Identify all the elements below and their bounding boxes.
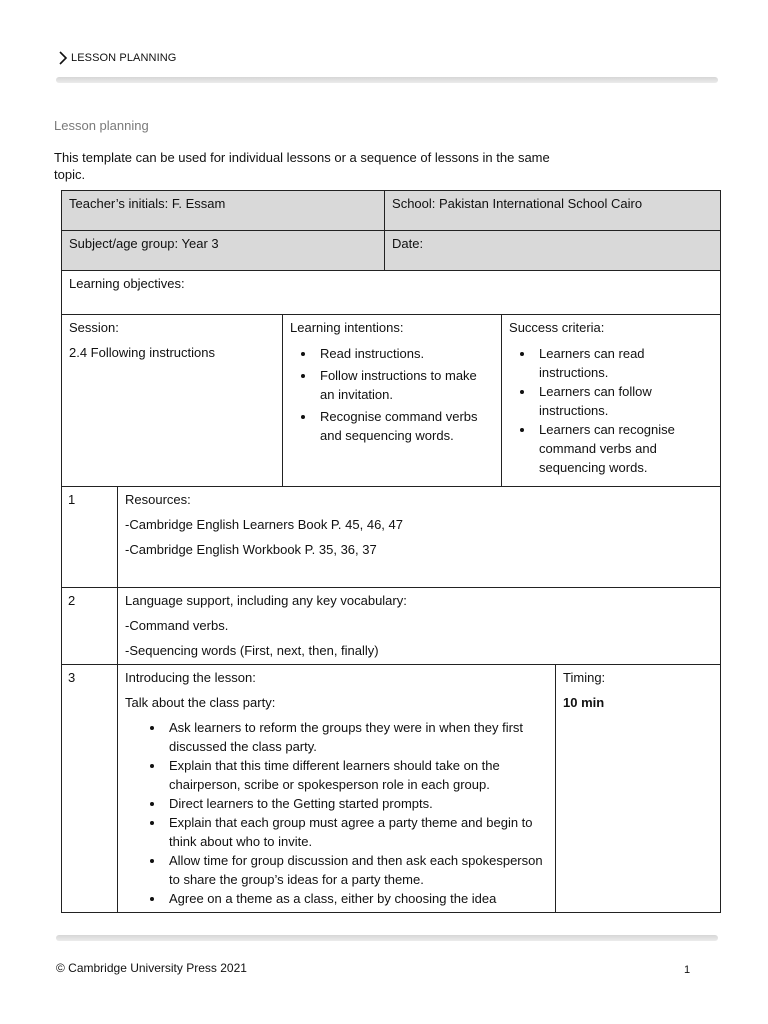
list-item: • Direct learners to the Getting started prompts. bbox=[165, 794, 548, 813]
resources-title: Resources: bbox=[125, 492, 191, 507]
running-header bbox=[58, 51, 176, 65]
section-title: Lesson planning bbox=[54, 118, 149, 133]
subject-cell: Subject/age group: Year 3 bbox=[62, 231, 385, 271]
language-line: -Sequencing words (First, next, then, finally) bbox=[125, 643, 379, 658]
list-item: • Follow instructions to make an invitation. bbox=[316, 366, 494, 404]
introduction-title: Introducing the lesson: bbox=[125, 670, 256, 685]
row-number: 2 bbox=[62, 588, 118, 665]
session-label: Session: bbox=[69, 320, 119, 335]
language-line: -Command verbs. bbox=[125, 618, 229, 633]
list-item: • Learners can read instructions. bbox=[535, 344, 713, 382]
chevron-right-icon bbox=[58, 51, 68, 65]
header-divider bbox=[56, 77, 718, 83]
list-item: • Learners can follow instructions. bbox=[535, 382, 713, 420]
resource-line: -Cambridge English Learners Book P. 45, 46, 47 bbox=[125, 517, 403, 532]
list-item: • Learners can recognise command verbs and sequencing words. bbox=[535, 420, 713, 477]
intentions-label: Learning intentions: bbox=[290, 320, 404, 335]
list-item: • Ask learners to reform the groups they were in when they first discussed the class party. bbox=[165, 718, 548, 756]
list-item: • Agree on a theme as a class, either by choosing the idea bbox=[165, 889, 548, 908]
criteria-cell bbox=[502, 315, 721, 487]
intentions-cell bbox=[283, 315, 502, 487]
introduction-cell bbox=[118, 665, 556, 913]
language-support-cell bbox=[118, 588, 721, 665]
list-item: • Recognise command verbs and sequencing words. bbox=[316, 407, 494, 445]
page-number: 1 bbox=[684, 964, 691, 976]
session-value: 2.4 Following instructions bbox=[69, 345, 215, 360]
lesson-plan-table bbox=[61, 190, 721, 913]
session-cell bbox=[62, 315, 283, 487]
intro-text: This template can be used for individual lessons or a sequence of lessons in the same topic. bbox=[54, 150, 550, 182]
timing-value: 10 min bbox=[563, 695, 605, 710]
timing-cell bbox=[556, 665, 721, 913]
list-item: • Explain that this time different learners should take on the chairperson, scribe or spokesperson role in each group. bbox=[165, 756, 548, 794]
date-cell: Date: bbox=[385, 231, 721, 271]
resources-cell bbox=[118, 487, 721, 588]
footer-divider bbox=[56, 935, 718, 941]
header-label: LESSON PLANNING bbox=[71, 52, 177, 64]
copyright: © Cambridge University Press 2021 bbox=[56, 961, 247, 975]
language-title: Language support, including any key vocabulary: bbox=[125, 593, 407, 608]
introduction-subtitle: Talk about the class party: bbox=[125, 695, 276, 710]
resource-line: -Cambridge English Workbook P. 35, 36, 37 bbox=[125, 542, 377, 557]
list-item: • Allow time for group discussion and then ask each spokesperson to share the group’s ideas for a party theme. bbox=[165, 851, 548, 889]
teacher-cell: Teacher’s initials: F. Essam bbox=[62, 191, 385, 231]
timing-label: Timing: bbox=[563, 670, 606, 685]
criteria-label: Success criteria: bbox=[509, 320, 605, 335]
row-number: 1 bbox=[62, 487, 118, 588]
list-item: • Explain that each group must agree a party theme and begin to think about who to invite. bbox=[165, 813, 548, 851]
school-cell: School: Pakistan International School Cairo bbox=[385, 191, 721, 231]
list-item: • Read instructions. bbox=[316, 344, 494, 363]
objectives-cell: Learning objectives: bbox=[62, 271, 721, 315]
row-number: 3 bbox=[62, 665, 118, 913]
